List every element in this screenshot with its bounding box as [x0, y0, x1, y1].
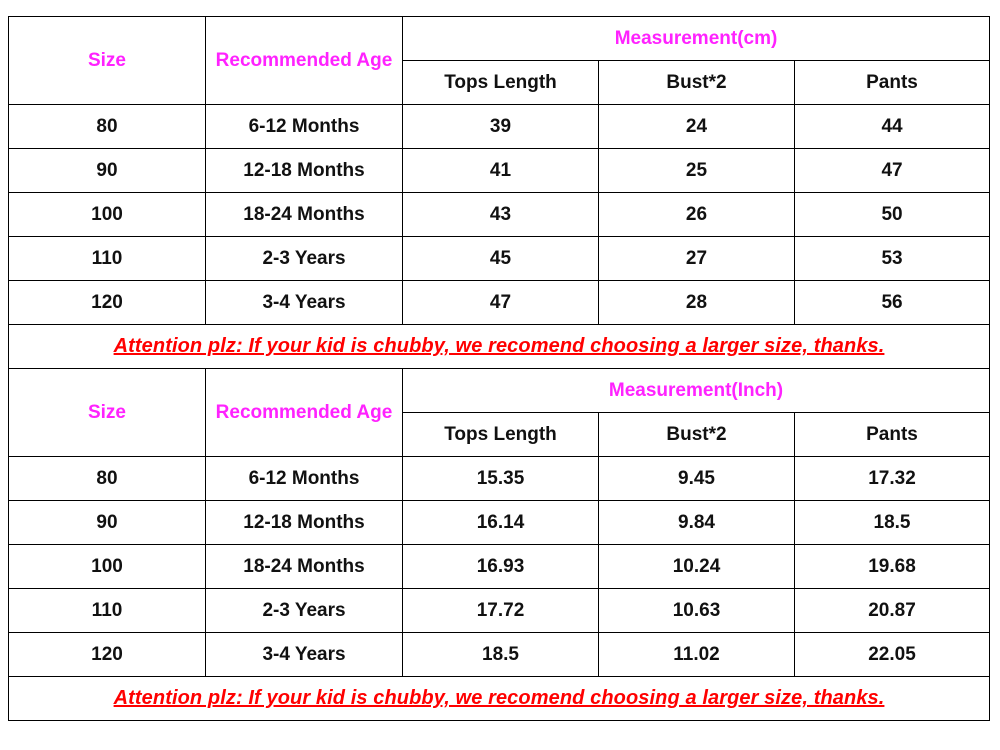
size-cell: 110: [9, 237, 206, 281]
tops-length-header: Tops Length: [403, 61, 599, 105]
bust-header: Bust*2: [599, 61, 795, 105]
size-header: Size: [9, 369, 206, 457]
bust-cell: 9.45: [599, 457, 795, 501]
pants-header: Pants: [795, 413, 990, 457]
pants-cell: 50: [795, 193, 990, 237]
table-row: [9, 193, 990, 237]
measurement-cm-header: Measurement(cm): [403, 17, 990, 61]
age-cell: 6-12 Months: [206, 105, 403, 149]
pants-cell: 18.5: [795, 501, 990, 545]
age-cell: 2-3 Years: [206, 237, 403, 281]
size-cell: 100: [9, 193, 206, 237]
tops-length-cell: 41: [403, 149, 599, 193]
bust-header: Bust*2: [599, 413, 795, 457]
size-cell: 110: [9, 589, 206, 633]
measurement-inch-header: Measurement(Inch): [403, 369, 990, 413]
recommended-age-header: Recommended Age: [206, 369, 403, 457]
pants-header: Pants: [795, 61, 990, 105]
bust-cell: 24: [599, 105, 795, 149]
size-cell: 120: [9, 281, 206, 325]
tops-length-cell: 15.35: [403, 457, 599, 501]
size-cell: 80: [9, 457, 206, 501]
table-row: [9, 589, 990, 633]
age-cell: 6-12 Months: [206, 457, 403, 501]
table-row: [9, 633, 990, 677]
recommended-age-header: Recommended Age: [206, 17, 403, 105]
table-row: [9, 545, 990, 589]
age-cell: 18-24 Months: [206, 545, 403, 589]
pants-cell: 20.87: [795, 589, 990, 633]
age-cell: 2-3 Years: [206, 589, 403, 633]
size-cell: 120: [9, 633, 206, 677]
tops-length-cell: 47: [403, 281, 599, 325]
pants-cell: 56: [795, 281, 990, 325]
attention-note: Attention plz: If your kid is chubby, we recomend choosing a larger size, thanks.: [9, 677, 990, 721]
size-cell: 90: [9, 501, 206, 545]
inch-header-row: [9, 369, 990, 413]
bust-cell: 10.24: [599, 545, 795, 589]
table-row: [9, 281, 990, 325]
age-cell: 12-18 Months: [206, 501, 403, 545]
tops-length-cell: 17.72: [403, 589, 599, 633]
bust-cell: 9.84: [599, 501, 795, 545]
tops-length-cell: 39: [403, 105, 599, 149]
table-row: [9, 149, 990, 193]
pants-cell: 47: [795, 149, 990, 193]
pants-cell: 22.05: [795, 633, 990, 677]
tops-length-cell: 16.93: [403, 545, 599, 589]
tops-length-header: Tops Length: [403, 413, 599, 457]
table-row: [9, 457, 990, 501]
pants-cell: 53: [795, 237, 990, 281]
tops-length-cell: 43: [403, 193, 599, 237]
table-row: [9, 105, 990, 149]
tops-length-cell: 45: [403, 237, 599, 281]
bust-cell: 25: [599, 149, 795, 193]
size-cell: 80: [9, 105, 206, 149]
age-cell: 12-18 Months: [206, 149, 403, 193]
table-row: [9, 237, 990, 281]
tops-length-cell: 18.5: [403, 633, 599, 677]
bust-cell: 10.63: [599, 589, 795, 633]
attention-note-row: [9, 325, 990, 369]
attention-note-row: [9, 677, 990, 721]
pants-cell: 44: [795, 105, 990, 149]
bust-cell: 28: [599, 281, 795, 325]
attention-note: Attention plz: If your kid is chubby, we recomend choosing a larger size, thanks.: [9, 325, 990, 369]
size-header: Size: [9, 17, 206, 105]
table-row: [9, 501, 990, 545]
age-cell: 3-4 Years: [206, 281, 403, 325]
pants-cell: 17.32: [795, 457, 990, 501]
bust-cell: 26: [599, 193, 795, 237]
pants-cell: 19.68: [795, 545, 990, 589]
cm-header-row: [9, 17, 990, 61]
size-cell: 90: [9, 149, 206, 193]
bust-cell: 11.02: [599, 633, 795, 677]
bust-cell: 27: [599, 237, 795, 281]
age-cell: 18-24 Months: [206, 193, 403, 237]
age-cell: 3-4 Years: [206, 633, 403, 677]
size-cell: 100: [9, 545, 206, 589]
size-chart-table: [8, 16, 990, 721]
tops-length-cell: 16.14: [403, 501, 599, 545]
